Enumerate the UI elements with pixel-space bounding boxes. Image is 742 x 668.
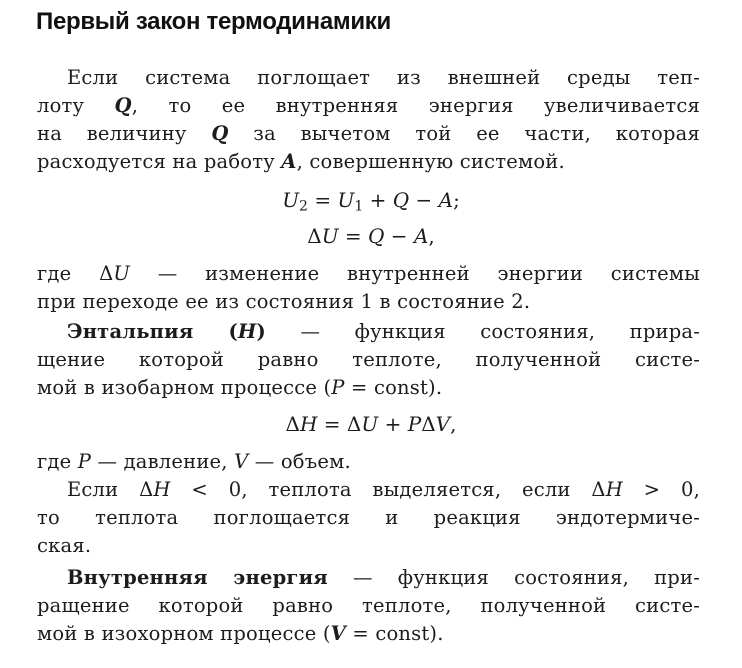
formula-delta-u [0, 222, 742, 250]
term-internal-energy: Внутренняя энергия [67, 566, 328, 589]
term-enthalpy: Энтальпия [67, 320, 194, 343]
text-span: < 0, теплота выделяется, если Δ [170, 478, 606, 501]
operator: − [409, 188, 439, 212]
symbol-v: V [330, 622, 347, 645]
symbol-q: Q [211, 122, 229, 145]
operator: + [363, 188, 393, 212]
subscript: 1 [354, 198, 364, 215]
text-span: за вычетом той ее части, которая [228, 122, 700, 145]
text-span: где Δ [37, 262, 114, 285]
subscript: 2 [299, 198, 308, 215]
paragraph-2-line-1 [37, 260, 700, 288]
symbol-u: U [361, 412, 379, 436]
symbol-p: P [407, 412, 422, 436]
symbol-q: Q [392, 188, 410, 212]
symbol-q: Q [114, 94, 132, 117]
symbol-q: Q [368, 224, 385, 248]
formula-first-law [0, 186, 742, 214]
text-span: — функция состояния, прира- [265, 320, 700, 343]
paragraph-2-line-2 [37, 288, 700, 316]
text-span: — изменение внутренней энергии системы [130, 262, 701, 285]
formula-enthalpy [0, 410, 742, 438]
operator: = [307, 188, 338, 212]
text-span: — объем. [248, 450, 351, 473]
operator: + [378, 412, 408, 436]
symbol-h: H [300, 412, 318, 436]
paragraph-5-line-2 [37, 504, 700, 532]
punctuation: ; [453, 188, 460, 212]
delta-symbol: Δ [307, 224, 322, 248]
symbol-a: A [438, 188, 454, 212]
paragraph-3-line-1 [67, 318, 700, 346]
text-span: где [37, 450, 78, 473]
text-span: = const). [346, 622, 444, 645]
symbol-h: H [605, 478, 623, 501]
paragraph-3-line-3 [37, 374, 700, 402]
punctuation: , [428, 224, 435, 248]
symbol-h: H [237, 320, 257, 343]
text-span: щение которой равно теплоте, полученной систе- [37, 348, 700, 371]
symbol-a: A [413, 224, 429, 248]
operator: = Δ [317, 412, 362, 436]
text-span: мой в изобарном процессе ( [37, 376, 332, 399]
paragraph-6-line-3 [37, 620, 700, 648]
symbol-v: V [234, 450, 249, 473]
text-span: лоту [37, 94, 115, 117]
paragraph-6-line-1 [67, 564, 700, 592]
symbol-u: U [282, 188, 300, 212]
text-span: , совершенную системой. [296, 150, 565, 173]
text-span: ская. [37, 534, 92, 557]
text-span: мой в изохорном процессе ( [37, 622, 331, 645]
punctuation: , [450, 412, 457, 436]
paragraph-1-line-2 [37, 92, 700, 120]
paragraph-1-line-4 [37, 148, 700, 176]
page-title: Первый закон термодинамики [36, 8, 391, 35]
operator: = [338, 224, 369, 248]
paragraph-1-line-1 [67, 64, 700, 92]
text-span: > 0, [622, 478, 700, 501]
text-span: при переходе ее из состояния 1 в состояние 2. [37, 290, 531, 313]
symbol-h: H [153, 478, 171, 501]
punctuation: ( [193, 320, 238, 343]
symbol-v: V [435, 412, 451, 436]
paragraph-6-line-2 [37, 592, 700, 620]
text-span: расходуется на работу [37, 150, 282, 173]
text-span: — давление, [91, 450, 235, 473]
paragraph-1-line-3 [37, 120, 700, 148]
punctuation: ) [256, 320, 266, 343]
text-span: , то ее внутренняя энергия увеличивается [131, 94, 701, 117]
delta-symbol: Δ [421, 412, 436, 436]
symbol-u: U [113, 262, 130, 285]
delta-symbol: Δ [285, 412, 300, 436]
operator: − [384, 224, 414, 248]
symbol-u: U [321, 224, 339, 248]
text-span: то теплота поглощается и реакция эндотермиче- [37, 506, 700, 529]
paragraph-5-line-1 [67, 476, 700, 504]
text-span: Если Δ [67, 478, 154, 501]
symbol-p: P [331, 376, 345, 399]
text-span: на величину [37, 122, 212, 145]
text-span: — функция состояния, при- [327, 566, 700, 589]
text-span: Если система поглощает из внешней среды теп- [67, 66, 700, 89]
text-span: ращение которой равно теплоте, полученной систе- [37, 594, 700, 617]
symbol-p: P [77, 450, 92, 473]
symbol-a: A [281, 150, 297, 173]
paragraph-5-line-3 [37, 532, 700, 560]
paragraph-3-line-2 [37, 346, 700, 374]
symbol-u: U [337, 188, 355, 212]
paragraph-4-line-1 [37, 448, 700, 476]
text-span: = const). [344, 376, 443, 399]
